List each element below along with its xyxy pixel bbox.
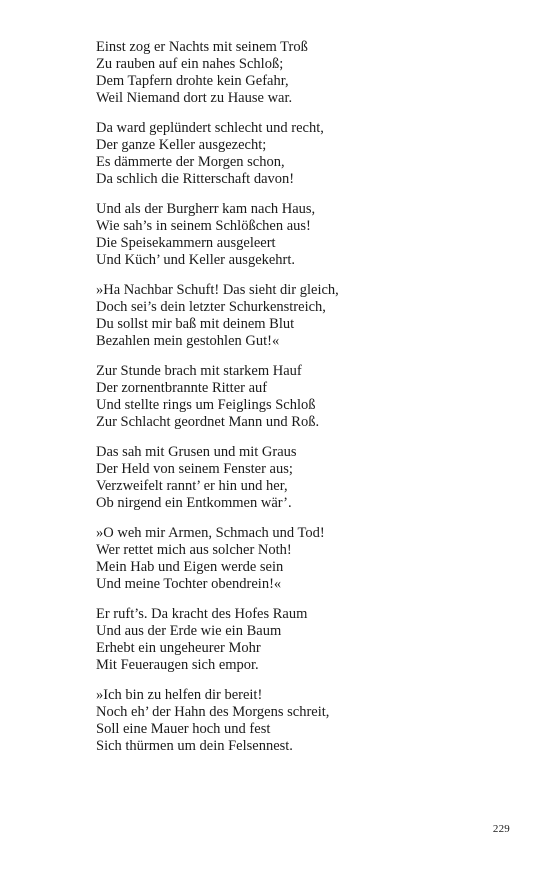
verse-line: Da schlich die Ritterschaft davon! [96,171,295,187]
stanza [96,201,516,269]
verse-line: Ob nirgend ein Entkommen wär’. [96,495,292,511]
verse-line: Doch sei’s dein letzter Schurkenstreich, [96,299,326,315]
stanza [96,363,516,431]
stanza [96,606,516,674]
verse-line: Soll eine Mauer hoch und fest [96,721,271,737]
verse-line: Er ruft’s. Da kracht des Hofes Raum [96,606,308,622]
verse-line: Und meine Tochter obendrein!« [96,576,282,592]
verse-line: Noch eh’ der Hahn des Morgens schreit, [96,704,330,720]
verse-line: Und aus der Erde wie ein Baum [96,623,282,639]
verse-line: Erhebt ein ungeheurer Mohr [96,640,261,656]
verse-line: Da ward geplündert schlecht und recht, [96,120,324,136]
stanza [96,444,516,512]
stanza [96,120,516,188]
verse-line: Zur Schlacht geordnet Mann und Roß. [96,414,320,430]
poem-text [96,39,516,768]
verse-line: Zur Stunde brach mit starkem Hauf [96,363,302,379]
verse-line: »Ha Nachbar Schuft! Das sieht dir gleich, [96,282,339,298]
verse-line: Einst zog er Nachts mit seinem Troß [96,39,308,55]
verse-line: Du sollst mir baß mit deinem Blut [96,316,295,332]
stanza [96,39,516,107]
verse-line: Und stellte rings um Feiglings Schloß [96,397,316,413]
verse-line: Die Speisekammern ausgeleert [96,235,276,251]
stanza [96,282,516,350]
stanza [96,525,516,593]
verse-line: Und als der Burgherr kam nach Haus, [96,201,316,217]
verse-line: »Ich bin zu helfen dir bereit! [96,687,263,703]
verse-line: Der zornentbrannte Ritter auf [96,380,268,396]
verse-line: Mit Feueraugen sich empor. [96,657,259,673]
stanza [96,687,516,755]
verse-line: Mein Hab und Eigen werde sein [96,559,284,575]
verse-line: Der Held von seinem Fenster aus; [96,461,293,477]
verse-line: Es dämmerte der Morgen schon, [96,154,285,170]
verse-line: Verzweifelt rannt’ er hin und her, [96,478,288,494]
verse-line: Bezahlen mein gestohlen Gut!« [96,333,280,349]
verse-line: Wer rettet mich aus solcher Noth! [96,542,292,558]
verse-line: Und Küch’ und Keller ausgekehrt. [96,252,296,268]
verse-line: »O weh mir Armen, Schmach und Tod! [96,525,325,541]
verse-line: Der ganze Keller ausgezecht; [96,137,267,153]
verse-line: Wie sah’s in seinem Schlößchen aus! [96,218,311,234]
page-number: 229 [492,823,510,835]
verse-line: Zu rauben auf ein nahes Schloß; [96,56,284,72]
verse-line: Dem Tapfern drohte kein Gefahr, [96,73,289,89]
verse-line: Sich thürmen um dein Felsennest. [96,738,293,754]
verse-line: Weil Niemand dort zu Hause war. [96,90,293,106]
verse-line: Das sah mit Grusen und mit Graus [96,444,297,460]
